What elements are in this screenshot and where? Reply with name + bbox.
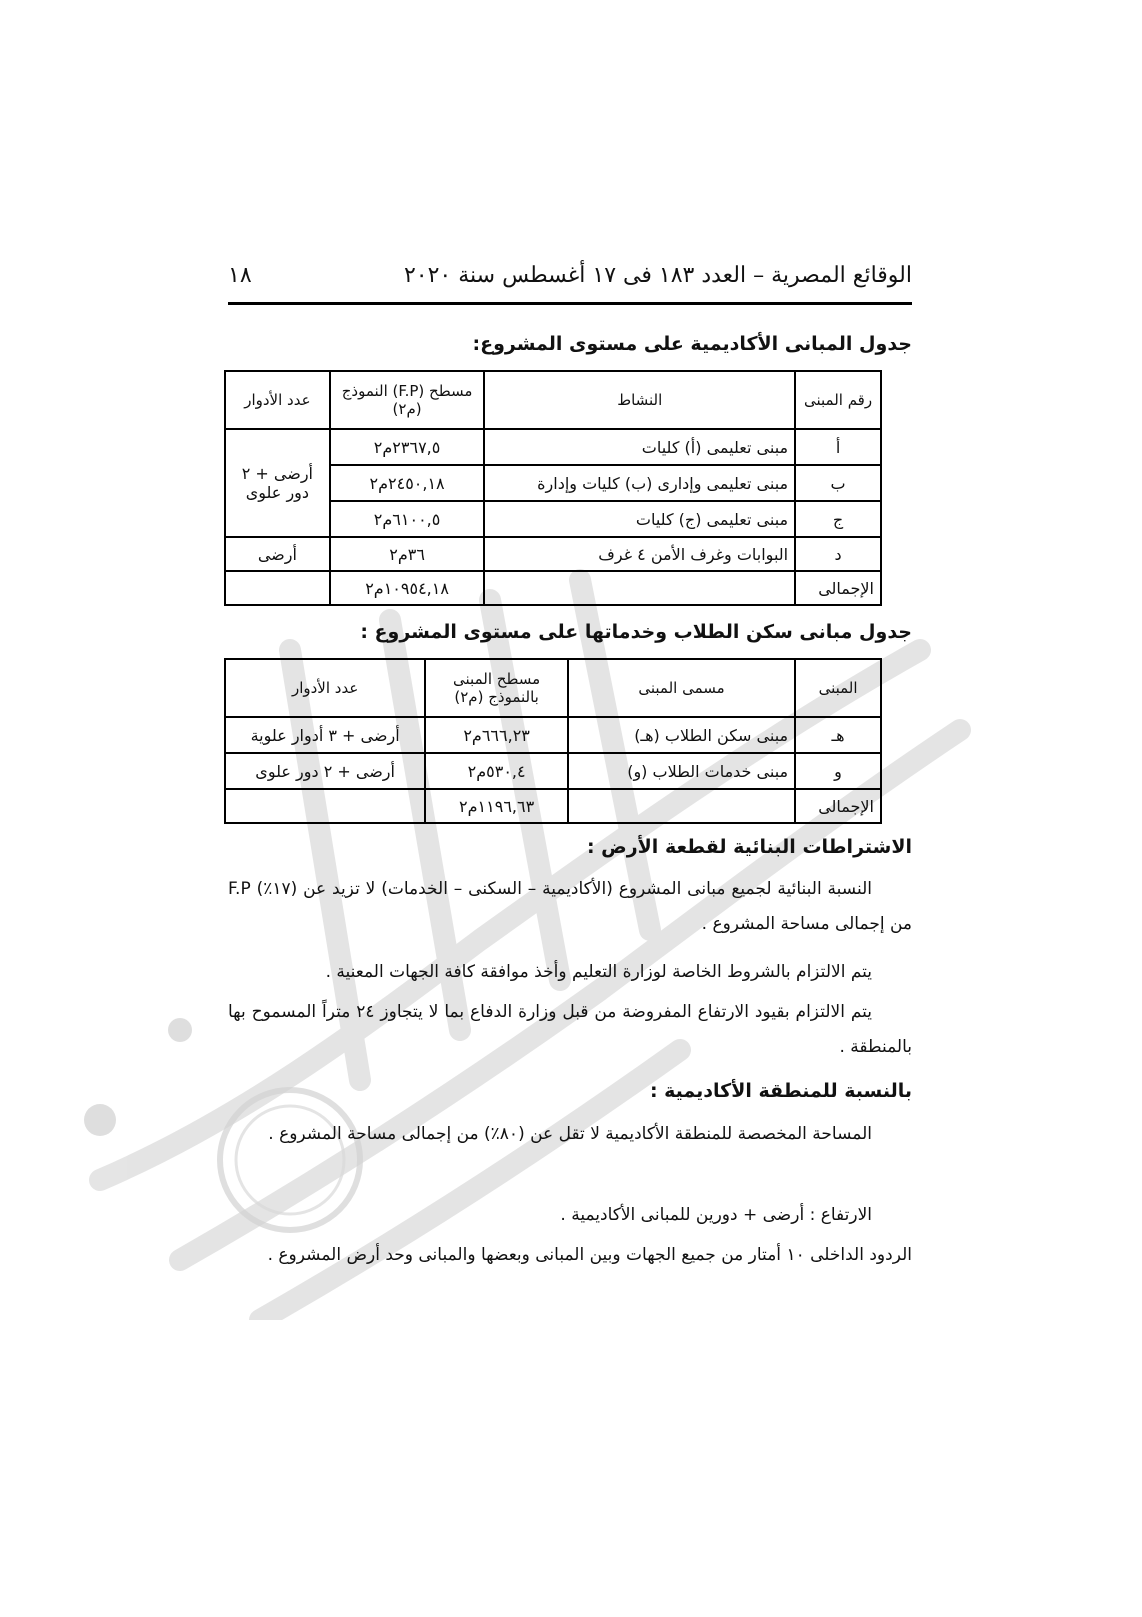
cell-building-no: أ	[795, 429, 881, 465]
cell-building-no: ج	[795, 501, 881, 537]
cell-name: مبنى خدمات الطلاب (و)	[568, 753, 795, 789]
cell-empty	[225, 571, 330, 605]
cell-name: مبنى سكن الطلاب (هـ)	[568, 717, 795, 753]
academic-zone-paragraph-1: المساحة المخصصة للمنطقة الأكاديمية لا تقل عن (٨٠٪) من إجمالى مساحة المشروع .	[268, 1124, 872, 1144]
academic-buildings-table	[224, 370, 882, 606]
cell-empty	[484, 571, 795, 605]
page-number: ١٨	[228, 262, 252, 288]
header-name: مسمى المبنى	[568, 659, 795, 717]
cell-area: ٦٦٦,٢٣م٢	[425, 717, 568, 753]
cell-area: ٢٤٥٠,١٨م٢	[330, 465, 485, 501]
cell-building-no: د	[795, 537, 881, 571]
cell-total-area: ١٠٩٥٤,١٨م٢	[330, 571, 485, 605]
table-row	[225, 717, 881, 753]
cell-area: ٥٣٠,٤م٢	[425, 753, 568, 789]
cell-floors: أرضى	[225, 537, 330, 571]
academic-zone-paragraph-3: الردود الداخلى ١٠ أمتار من جميع الجهات وبين المبانى وبعضها والمبانى وحد أرض المشروع .	[267, 1245, 912, 1265]
cell-empty	[568, 789, 795, 823]
cell-building: و	[795, 753, 881, 789]
header-activity: النشاط	[484, 371, 795, 429]
building-conditions-paragraph-2: يتم الالتزام بالشروط الخاصة لوزارة التعليم وأخذ موافقة كافة الجهات المعنية .	[325, 962, 872, 982]
header-building-no: رقم المبنى	[795, 371, 881, 429]
table-header-row	[225, 659, 881, 717]
cell-activity: مبنى تعليمى وإدارى (ب) كليات وإدارة	[484, 465, 795, 501]
cell-total-label: الإجمالى	[795, 571, 881, 605]
page-header	[228, 258, 912, 292]
cell-activity: مبنى تعليمى (أ) كليات	[484, 429, 795, 465]
building-conditions-paragraph-1: النسبة البنائية لجميع مبانى المشروع (الأكاديمية – السكنى – الخدمات) لا تزيد عن (١٧٪) F.P من إجمالى مساحة المشروع .	[228, 879, 912, 934]
cell-building-no: ب	[795, 465, 881, 501]
academic-table-title: جدول المبانى الأكاديمية على مستوى المشروع:	[472, 333, 912, 355]
cell-area: ٦١٠٠,٥م٢	[330, 501, 485, 537]
header-building: المبنى	[795, 659, 881, 717]
table-total-row	[225, 789, 881, 823]
header-rule	[228, 302, 912, 305]
cell-area: ٣٦م٢	[330, 537, 485, 571]
table-total-row	[225, 571, 881, 605]
cell-empty	[225, 789, 425, 823]
cell-total-label: الإجمالى	[795, 789, 881, 823]
header-floors: عدد الأدوار	[225, 371, 330, 429]
header-area: مسطح (F.P) النموذج (م٢)	[330, 371, 485, 429]
cell-activity: مبنى تعليمى (ج) كليات	[484, 501, 795, 537]
academic-zone-title: بالنسبة للمنطقة الأكاديمية :	[649, 1080, 912, 1102]
housing-table-title: جدول مبانى سكن الطلاب وخدماتها على مستوى المشروع :	[360, 621, 912, 643]
building-conditions-title: الاشتراطات البنائية لقطعة الأرض :	[586, 836, 912, 858]
cell-building: هـ	[795, 717, 881, 753]
cell-floors: أرضى + ٣ أدوار علوية	[225, 717, 425, 753]
cell-total-area: ١١٩٦,٦٣م٢	[425, 789, 568, 823]
table-row	[225, 429, 881, 465]
header-floors: عدد الأدوار	[225, 659, 425, 717]
cell-activity: البوابات وغرف الأمن ٤ غرف	[484, 537, 795, 571]
cell-floors: أرضى + ٢ دور علوى	[225, 753, 425, 789]
table-header-row	[225, 371, 881, 429]
header-area: مسطح المبنى بالنموذج (م٢)	[425, 659, 568, 717]
cell-area: ٢٣٦٧,٥م٢	[330, 429, 485, 465]
header-title: الوقائع المصرية – العدد ١٨٣ فى ١٧ أغسطس سنة ٢٠٢٠	[403, 262, 912, 288]
building-conditions-paragraph-3: يتم الالتزام بقيود الارتفاع المفروضة من قبل وزارة الدفاع بما لا يتجاوز ٢٤ متراً المسموح بها بالمنطقة .	[228, 1002, 912, 1057]
academic-zone-paragraph-2: الارتفاع : أرضى + دورين للمبانى الأكاديمية .	[560, 1205, 872, 1225]
table-row	[225, 537, 881, 571]
table-row	[225, 753, 881, 789]
housing-buildings-table	[224, 658, 882, 824]
cell-floors-merged: أرضى + ٢ دور علوى	[225, 429, 330, 537]
